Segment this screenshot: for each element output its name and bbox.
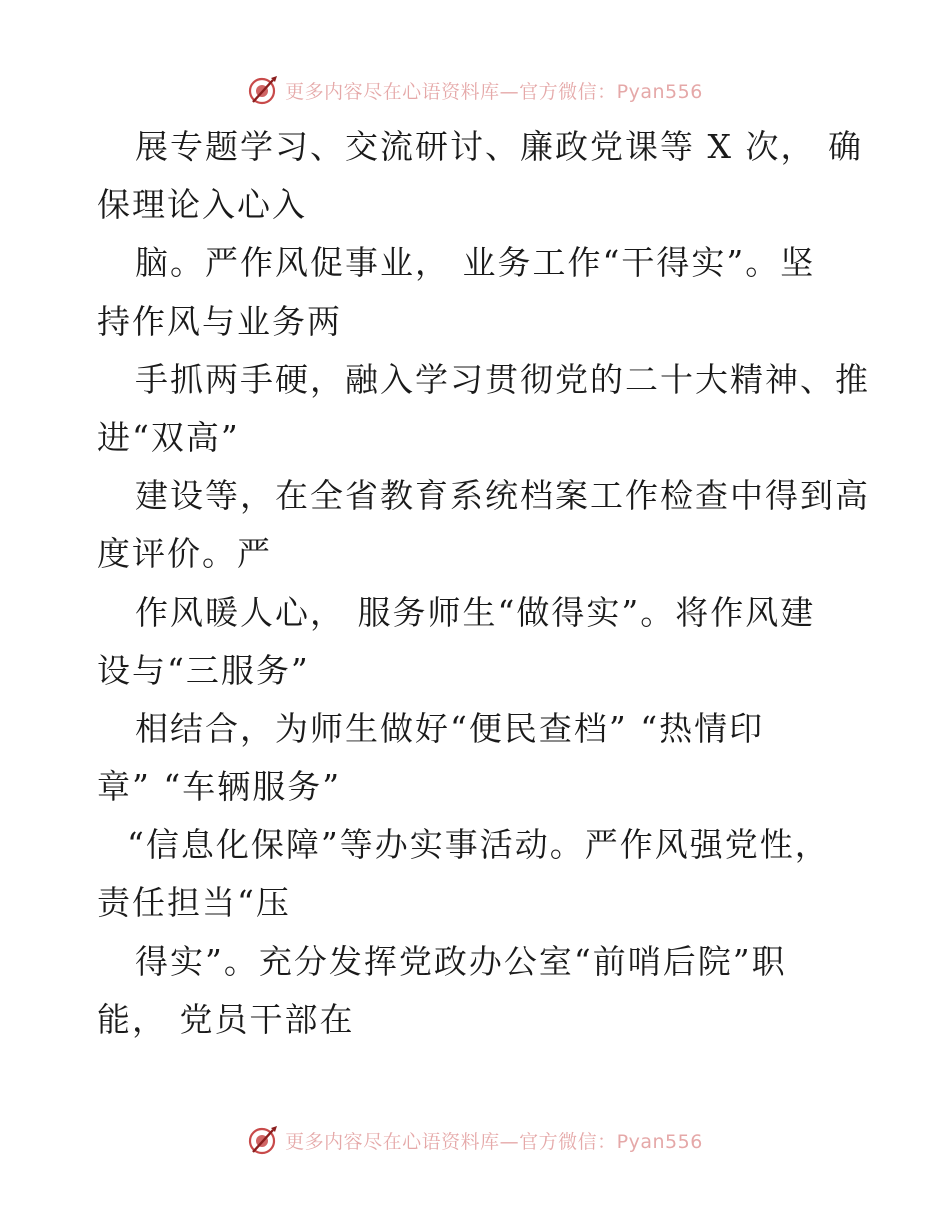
text-line: “信息化保障”等办实事活动。严作风强党性， [127,825,830,865]
text-line: 设与“三服务” [97,650,310,690]
watermark-text: 更多内容尽在心语资料库—官方微信：Pyan556 [285,80,703,103]
header-watermark [0,72,950,108]
text-line: 责任担当“压 [97,883,291,923]
text-line: 持作风与业务两 [97,301,342,341]
text-line: 保理论入心入 [97,185,307,225]
text-line: 作风暖人心， 服务师生“做得实”。将作风建 [135,592,816,632]
text-line: 相结合，为师生做好“便民查档” “热情印 [135,708,765,748]
quill-seal-logo-icon [247,1124,279,1156]
text-line: 度评价。严 [97,534,272,574]
text-line: 脑。严作风促事业， 业务工作“干得实”。坚 [135,243,816,283]
text-line: 手抓两手硬，融入学习贯彻党的二十大精神、推 [135,359,870,399]
text-line: 得实”。充分发挥党政办公室“前哨后院”职 [135,941,787,981]
watermark-text: 更多内容尽在心语资料库—官方微信：Pyan556 [285,1130,703,1153]
text-line: 展专题学习、交流研讨、廉政党课等 X 次， 确 [135,127,863,166]
text-line: 能， 党员干部在 [97,999,355,1039]
text-line: 建设等，在全省教育系统档案工作检查中得到高 [135,476,870,516]
text-line: 进“双高” [97,417,240,457]
text-line: 章” “车辆服务” [97,767,342,807]
footer-watermark [0,1122,950,1158]
quill-seal-logo-icon [247,74,279,106]
document-body [97,118,870,1049]
